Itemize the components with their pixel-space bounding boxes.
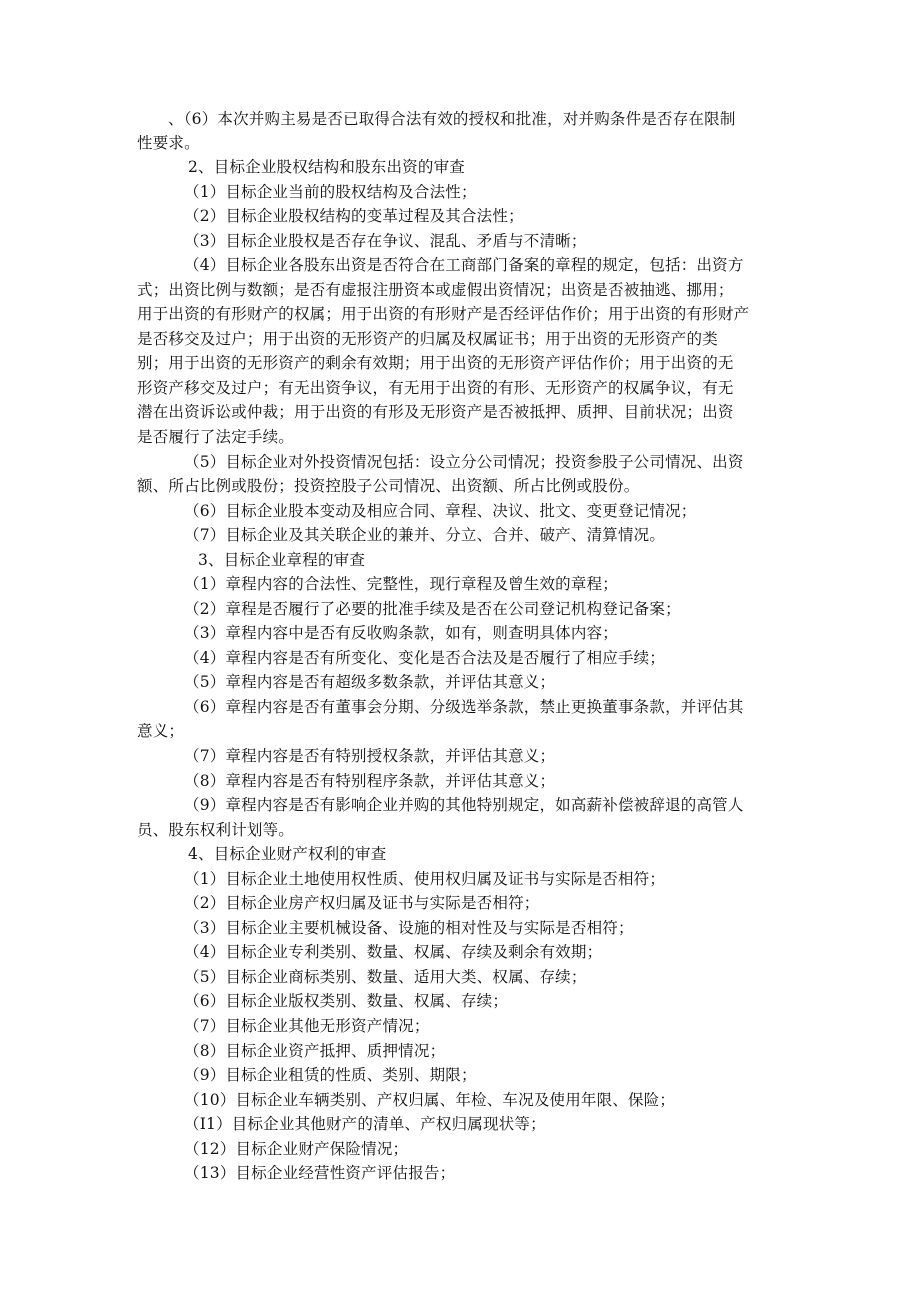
text-line: 式；出资比例与数额；是否有虚报注册资本或虚假出资情况；出资是否被抽逃、挪用；	[137, 281, 734, 299]
text-line: （9）目标企业租赁的性质、类别、期限；	[184, 1066, 477, 1084]
section-heading: 4、目标企业财产权利的审查	[188, 845, 387, 863]
text-line: 是否移交及过户；用于出资的无形资产的归属及权属证书；用于出资的无形资产的类	[137, 330, 718, 348]
text-line: 形资产移交及过户；有无出资争议，有无用于出资的有形、无形资产的权属争议，有无	[137, 379, 734, 397]
text-line: （12）目标企业财产保险情况；	[184, 1140, 409, 1158]
text-line: （3）目标企业主要机械设备、设施的相对性及与实际是否相符；	[184, 919, 634, 937]
text-line: 、（6）本次并购主易是否已取得合法有效的授权和批准，对并购条件是否存在限制	[168, 110, 736, 128]
text-line: （2）目标企业房产权归属及证书与实际是否相符；	[184, 894, 540, 912]
section-heading: 2、目标企业股权结构和股东出资的审查	[188, 158, 465, 176]
text-line: 潜在出资诉讼或仲裁；用于出资的有形及无形资产是否被抵押、质押、目前状况；出资	[137, 403, 734, 421]
text-line: （10）目标企业车辆类别、产权归属、年检、车况及使用年限、保险；	[184, 1091, 676, 1109]
text-line: 员、股东权利计划等。	[137, 821, 295, 839]
text-line: （7）目标企业及其关联企业的兼并、分立、合并、破产、清算情况。	[184, 526, 666, 544]
text-line: （1）章程内容的合法性、完整性，现行章程及曾生效的章程；	[184, 575, 618, 593]
text-line: （7）章程内容是否有特别授权条款，并评估其意义；	[184, 747, 556, 765]
text-line: （3）章程内容中是否有反收购条款，如有，则查明具体内容；	[184, 624, 618, 642]
text-line: （13）目标企业经营性资产评估报告；	[184, 1164, 456, 1182]
text-line: 额、所占比例或股份；投资控股子公司情况、出资额、所占比例或股份。	[137, 477, 640, 495]
text-line: 用于出资的有形财产的权属；用于出资的有形财产是否经评估作价；用于出资的有形财产	[137, 305, 750, 323]
text-line: （6）章程内容是否有董事会分期、分级选举条款，禁止更换董事条款，并评估其	[184, 698, 744, 716]
text-line: （I1）目标企业其他财产的清单、产权归属现状等；	[184, 1115, 546, 1133]
text-line: （6）目标企业版权类别、数量、权属、存续；	[184, 992, 509, 1010]
text-line: （9）章程内容是否有影响企业并购的其他特别规定，如高薪补偿被辞退的高管人	[184, 796, 744, 814]
text-line: （5）章程内容是否有超级多数条款，并评估其意义；	[184, 673, 556, 691]
text-line: （8）目标企业资产抵押、质押情况；	[184, 1042, 446, 1060]
text-line: （4）目标企业各股东出资是否符合在工商部门备案的章程的规定，包括：出资方	[184, 256, 744, 274]
text-line: 性要求。	[137, 134, 200, 152]
text-line: （5）目标企业对外投资情况包括：设立分公司情况；投资参股子公司情况、出资	[184, 453, 744, 471]
text-line: （8）章程内容是否有特别程序条款，并评估其意义；	[184, 772, 556, 790]
text-line: 别；用于出资的无形资产的剩余有效期；用于出资的无形资产评估作价；用于出资的无	[137, 354, 734, 372]
text-line: 意义；	[137, 722, 185, 740]
text-line: （4）目标企业专利类别、数量、权属、存续及剩余有效期；	[184, 943, 603, 961]
text-line: （2）目标企业股权结构的变革过程及其合法性；	[184, 207, 524, 225]
text-line: （6）目标企业股本变动及相应合同、章程、决议、批文、变更登记情况；	[184, 502, 697, 520]
text-line: 是否履行了法定手续。	[137, 428, 295, 446]
section-heading: 3、目标企业章程的审查	[198, 551, 366, 569]
text-line: （7）目标企业其他无形资产情况；	[184, 1017, 430, 1035]
text-line: （2）章程是否履行了必要的批准手续及是否在公司登记机构登记备案；	[184, 600, 681, 618]
text-line: （3）目标企业股权是否存在争议、混乱、矛盾与不清晰；	[184, 232, 587, 250]
text-line: （1）目标企业土地使用权性质、使用权归属及证书与实际是否相符；	[184, 870, 666, 888]
text-line: （4）章程内容是否有所变化、变化是否合法及是否履行了相应手续；	[184, 649, 666, 667]
text-line: （1）目标企业当前的股权结构及合法性；	[184, 183, 477, 201]
text-line: （5）目标企业商标类别、数量、适用大类、权属、存续；	[184, 968, 587, 986]
